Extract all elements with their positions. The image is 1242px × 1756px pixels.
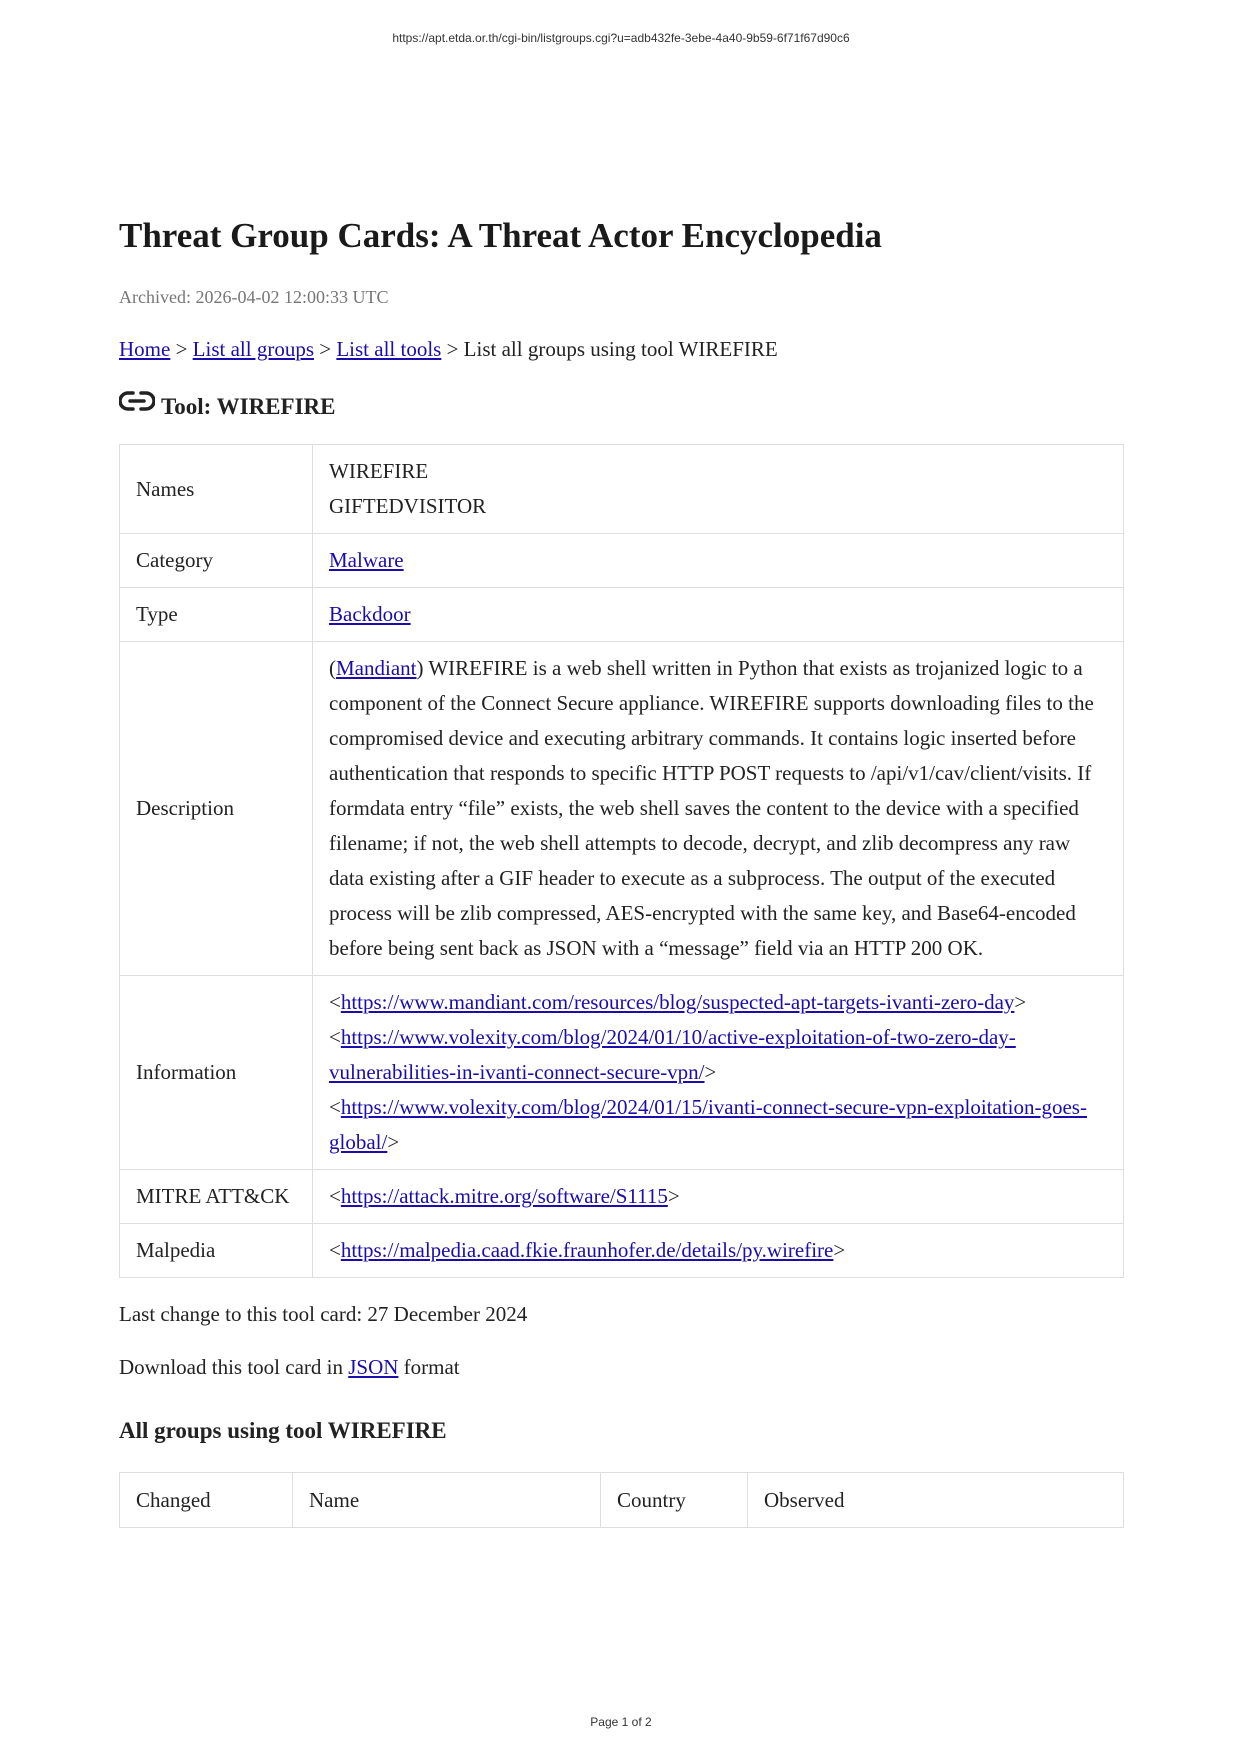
information-item: [329, 1020, 1107, 1090]
angle-close: >: [833, 1238, 846, 1262]
download-prefix: Download this tool card in: [119, 1355, 349, 1379]
type-row: [120, 588, 1124, 642]
angle-open: <: [329, 1238, 341, 1262]
breadcrumb-home-link[interactable]: Home: [119, 337, 171, 361]
groups-heading: All groups using tool WIREFIRE: [119, 1418, 447, 1443]
category-link[interactable]: Malware: [329, 548, 404, 572]
description-text: ) WIREFIRE is a web shell written in Python that exists as trojanized logic to a component of the Connect Secure appliance. WIREFIRE supports downloading files to the compromised device and executing arbitrary commands. It contains logic inserted before authentication that responds to specific HTTP POST requests to /api/v1/cav/client/visits. If formdata entry “file” exists, the web shell saves the content to the device with a specified filename; if not, the web shell attempts to decode, decrypt, and zlib decompress any raw data existing after a GIF header to execute as a subprocess. The output of the executed process will be zlib compressed, AES-encrypted with the same key, and Base64-encoded before being sent back as JSON with a “message” field via an HTTP 200 OK.: [329, 656, 1094, 960]
information-item: [329, 985, 1107, 1020]
tool-name: WIREFIRE: [329, 459, 429, 483]
information-link[interactable]: https://www.volexity.com/blog/2024/01/15/ivanti-connect-secure-vpn-exploitation-goes-global/: [329, 1095, 1087, 1154]
mitre-label: MITRE ATT&CK: [120, 1170, 313, 1224]
type-link[interactable]: Backdoor: [329, 602, 411, 626]
column-header-name[interactable]: Name: [293, 1473, 601, 1528]
information-value: [313, 976, 1124, 1170]
names-label: Names: [120, 445, 313, 534]
archived-timestamp: Archived: 2026-04-02 12:00:33 UTC: [119, 287, 389, 307]
breadcrumb-separator: >: [170, 337, 193, 361]
page-number: Page 1 of 2: [590, 1715, 652, 1729]
tool-heading: [119, 394, 1124, 420]
groups-table: [119, 1472, 1124, 1528]
column-header-changed[interactable]: Changed: [120, 1473, 293, 1528]
information-label: Information: [120, 976, 313, 1170]
breadcrumb: [119, 337, 1124, 362]
angle-open: <: [329, 990, 341, 1014]
column-header-country[interactable]: Country: [601, 1473, 748, 1528]
malpedia-label: Malpedia: [120, 1224, 313, 1278]
page-title: Threat Group Cards: A Threat Actor Encyclopedia: [119, 216, 882, 255]
tool-card-table: [119, 444, 1124, 1278]
malpedia-row: [120, 1224, 1124, 1278]
malpedia-link[interactable]: https://malpedia.caad.fkie.fraunhofer.de/details/py.wirefire: [340, 1238, 834, 1262]
angle-open: <: [329, 1025, 341, 1049]
description-row: [120, 642, 1124, 976]
breadcrumb-groups-link[interactable]: List all groups: [192, 337, 314, 361]
download-line: [119, 1355, 1124, 1380]
angle-close: >: [387, 1130, 400, 1154]
information-item: [329, 1090, 1107, 1160]
mitre-link[interactable]: https://attack.mitre.org/software/S1115: [340, 1184, 668, 1208]
last-change: Last change to this tool card: 27 December 2024: [119, 1302, 528, 1326]
json-download-link[interactable]: JSON: [348, 1355, 399, 1379]
mandiant-source-link[interactable]: Mandiant: [336, 656, 417, 680]
download-suffix: format: [398, 1355, 460, 1379]
breadcrumb-separator: >: [314, 337, 337, 361]
angle-open: <: [329, 1095, 341, 1119]
groups-table-header: [120, 1473, 1124, 1528]
information-row: [120, 976, 1124, 1170]
type-value: [313, 588, 1124, 642]
names-value: [313, 445, 1124, 534]
print-url: https://apt.etda.or.th/cgi-bin/listgroups.cgi?u=adb432fe-3ebe-4a40-9b59-6f71f67d90c6: [392, 31, 850, 45]
mitre-row: [120, 1170, 1124, 1224]
information-link[interactable]: https://www.mandiant.com/resources/blog/suspected-apt-targets-ivanti-zero-day: [340, 990, 1015, 1014]
page-content: [119, 210, 1124, 1528]
angle-close: >: [1014, 990, 1027, 1014]
tool-heading-text: Tool: WIREFIRE: [161, 394, 336, 419]
mitre-value: [313, 1170, 1124, 1224]
breadcrumb-tools-link[interactable]: List all tools: [336, 337, 442, 361]
tool-name: GIFTEDVISITOR: [329, 494, 487, 518]
category-label: Category: [120, 534, 313, 588]
angle-close: >: [667, 1184, 680, 1208]
column-header-observed[interactable]: Observed: [748, 1473, 1124, 1528]
description-open-paren: (: [329, 656, 336, 680]
angle-open: <: [329, 1184, 341, 1208]
information-link[interactable]: https://www.volexity.com/blog/2024/01/10/active-exploitation-of-two-zero-day-vulnerabilities-in-ivanti-connect-secure-vpn/: [329, 1025, 1016, 1084]
description-value: [313, 642, 1124, 976]
description-label: Description: [120, 642, 313, 976]
link-icon: [119, 388, 155, 414]
angle-close: >: [704, 1060, 717, 1084]
category-value: [313, 534, 1124, 588]
category-row: [120, 534, 1124, 588]
malpedia-value: [313, 1224, 1124, 1278]
names-row: [120, 445, 1124, 534]
type-label: Type: [120, 588, 313, 642]
breadcrumb-current: > List all groups using tool WIREFIRE: [441, 337, 778, 361]
